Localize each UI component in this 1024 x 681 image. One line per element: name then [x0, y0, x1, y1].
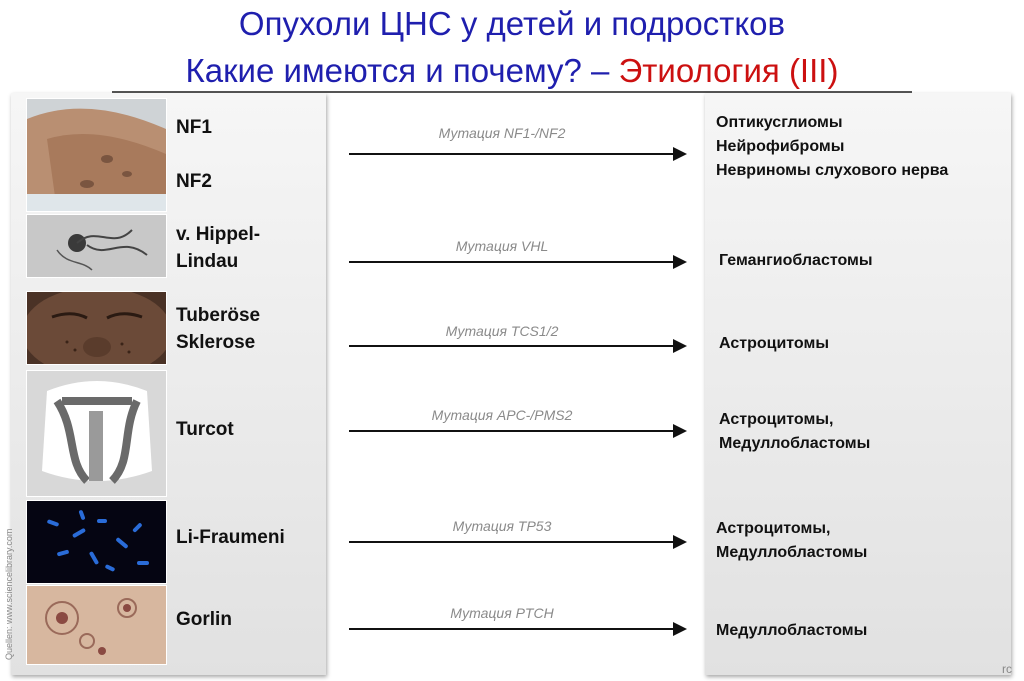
- mutation-label: Мутация TP53: [452, 518, 552, 534]
- tumor-item: Астроцитомы,: [719, 411, 834, 428]
- source-note: Quellen: www.sciencelibrary.com: [4, 528, 14, 660]
- syndrome-label: Gorlin: [176, 609, 232, 630]
- colon-xray-image: [26, 370, 167, 497]
- tumor-item: Невриномы слухового нерва: [716, 162, 949, 179]
- syndrome-label: Li-Fraumeni: [176, 527, 285, 548]
- mutation-label: Мутация NF1-/NF2: [438, 125, 566, 141]
- mutation-label: Мутация VHL: [455, 238, 549, 254]
- tumor-item: Нейрофибромы: [716, 138, 845, 155]
- tumor-item: Оптикусглиомы: [716, 114, 843, 131]
- tumor-list: [719, 408, 870, 456]
- arrow: [349, 535, 687, 549]
- slide-title-line2: [0, 51, 1024, 91]
- syndrome-label: NF2: [176, 171, 212, 192]
- tumor-list: [719, 249, 873, 273]
- tumor-item: Медуллобластомы: [716, 622, 868, 639]
- syndrome-label: Tuberöse: [176, 305, 261, 326]
- slide-title-line1: Опухоли ЦНС у детей и подростков: [238, 5, 786, 42]
- syndrome-label: Lindau: [176, 251, 239, 272]
- syndrome-label: Sklerose: [176, 332, 256, 353]
- syndrome-label: Turcot: [176, 419, 234, 440]
- mutation-label: Мутация APC-/PMS2: [431, 407, 573, 423]
- tumor-item: Гемангиобластомы: [719, 252, 873, 269]
- tumor-list: [719, 332, 829, 356]
- tumor-list: [716, 111, 948, 183]
- tumor-item: Медуллобластомы: [716, 544, 868, 561]
- tumor-item: Медуллобластомы: [719, 435, 871, 452]
- syndrome-label: NF1: [176, 117, 212, 138]
- tumor-list: [716, 619, 867, 643]
- arrow: [349, 339, 687, 353]
- angiogram-image: [26, 214, 167, 278]
- title-question: Какие имеются и почему?: [185, 52, 582, 89]
- skin-lesion-photo: [26, 585, 167, 665]
- nf-photo: [26, 98, 167, 212]
- corner-logo: rc: [1002, 662, 1012, 676]
- tumor-list: [716, 517, 867, 565]
- arrow: [349, 255, 687, 269]
- title-etiology: Этиология (III): [618, 52, 839, 89]
- tumor-item: Астроцитомы: [719, 335, 829, 352]
- chromosome-image: [26, 500, 167, 584]
- arrow: [349, 622, 687, 636]
- tumor-item: Астроцитомы,: [716, 520, 831, 537]
- mutation-label: Мутация PTCH: [450, 605, 554, 621]
- face-photo: [26, 291, 167, 365]
- title-dash: –: [581, 52, 619, 89]
- mutation-label: Мутация TCS1/2: [445, 323, 559, 339]
- arrow: [349, 424, 687, 438]
- syndrome-label: v. Hippel-: [176, 224, 261, 245]
- arrow: [349, 147, 687, 161]
